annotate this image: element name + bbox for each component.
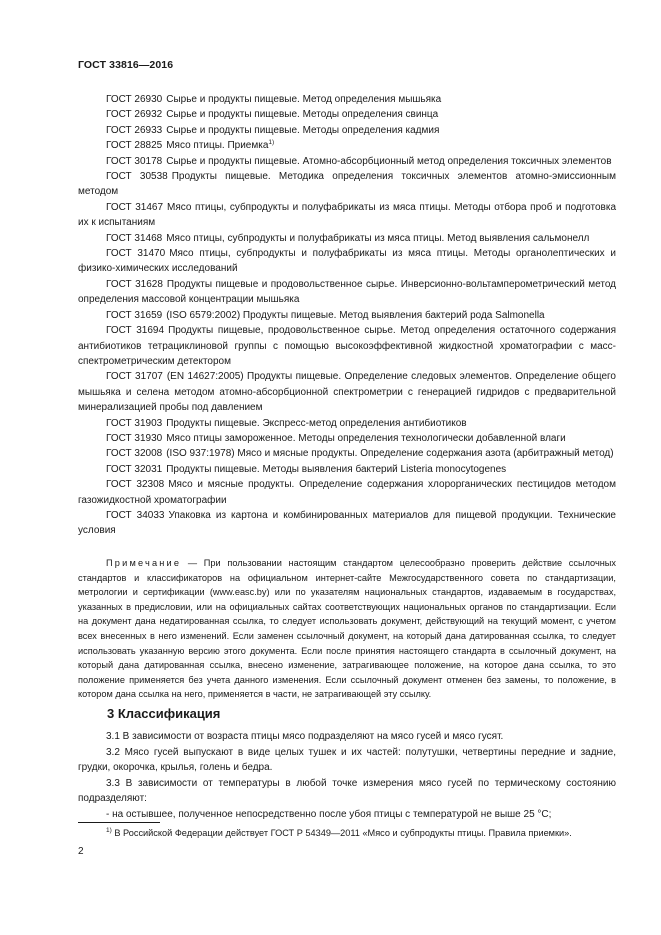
reference-title: Мясо птицы, субпродукты и полуфабрикаты из мяса птицы. Метод выявления сальмонелл — [166, 232, 590, 244]
paragraph: 3.2 Мясо гусей выпускают в виде целых тушек и их частей: полутушки, четвертины передние и задние, грудки, окорочка, крылья, голень и бедра. — [78, 746, 616, 774]
reference-code: ГОСТ 31903 — [106, 417, 163, 429]
reference-item — [78, 308, 616, 323]
reference-code: ГОСТ 31470 — [106, 248, 166, 260]
reference-item — [78, 246, 616, 277]
reference-item — [78, 462, 616, 477]
reference-code: ГОСТ 31707 — [106, 371, 163, 383]
footnote-marker: 1) — [268, 139, 275, 147]
reference-item — [78, 277, 616, 308]
reference-item — [78, 416, 616, 431]
reference-title: Мясо и мясные продукты. Определение содержания хлорорганических пестицидов методом газожидкостной хроматографии — [78, 479, 616, 506]
reference-title: Продукты пищевые. Методика определения токсичных элементов атомно-эмиссионным методом — [78, 171, 616, 198]
reference-item — [78, 323, 616, 369]
reference-code: ГОСТ 32308 — [106, 479, 165, 491]
reference-code: ГОСТ 26933 — [106, 124, 163, 136]
reference-code: ГОСТ 26930 — [106, 94, 163, 105]
reference-title: (ISO 6579:2002) Продукты пищевые. Метод выявления бактерий рода Salmonella — [166, 309, 545, 321]
reference-title: (EN 14627:2005) Продукты пищевые. Определение следовых элементов. Определение общего мышьяка и селена методом атомно-абсорбционной спектрометрии с генерацией гидридов с предварительной минерализацией пробы под давлением — [78, 371, 616, 414]
footnote — [78, 828, 616, 838]
note-label: Примечание — [106, 558, 182, 568]
reference-item — [78, 200, 616, 231]
reference-title: Сырье и продукты пищевые. Методы определения свинца — [166, 109, 439, 121]
note-text: — При пользовании настоящим стандартом целесообразно проверить действие ссылочных стандартов и классификаторов на официальном интернет-сайте Межгосударственного совета по стандартизации, метрологии и сертификации (www.easc.by) или по указателям национальных стандартов, издаваемым в государствах, указанных в предисловии, или на официальных сайтах соответствующих национальных органов по стандартизации. Если на документ дана недатированная ссылка, то следует использовать документ, действующий на текущий момент, с учетом всех внесенных в него изменений. Если заменен ссылочный документ, на который дана датированная ссылка, то следует использовать указанную версию этого документа. Если после принятия настоящего стандарта в ссылочный документ, на который дана датированная ссылка, внесено изменение, затрагивающее положение, на которое дана ссылка, то это положение применяется без учета данного изменения. Если ссылочный документ отменен без замены, то положение, в котором дана ссылка на него, применяется в части, не затрагивающей эту ссылку. — [78, 558, 616, 700]
reference-item — [78, 92, 616, 107]
reference-title: Мясо птицы, субпродукты и полуфабрикаты из мяса птицы. Методы отбора проб и подготовка их к испытаниям — [78, 201, 617, 229]
reference-title: Продукты пищевые и продовольственное сырье. Инверсионно-вольтамперометрический метод определения массовой концентрации мышьяка — [78, 278, 616, 306]
reference-code: ГОСТ 30178 — [106, 155, 163, 167]
reference-item — [78, 169, 616, 200]
section-body — [78, 729, 616, 823]
reference-code: ГОСТ 31694 — [106, 325, 165, 337]
reference-item — [78, 138, 616, 153]
reference-title: Продукты пищевые. Методы выявления бактерий Listeria monocytogenes — [166, 463, 507, 475]
section-heading: 3 Классификация — [107, 706, 221, 721]
reference-code: ГОСТ 31468 — [106, 232, 163, 244]
reference-code: ГОСТ 32008 — [106, 448, 163, 460]
reference-code: ГОСТ 28825 — [106, 140, 163, 152]
footnote-mark: 1) — [106, 827, 112, 834]
reference-title: (ISO 937:1978) Мясо и мясные продукты. Определение содержания азота (арбитражный метод) — [166, 448, 614, 460]
reference-title: Мясо птицы, субпродукты и полуфабрикаты из мяса птицы. Методы органолептических и физико-химических исследований — [78, 248, 617, 275]
reference-code: ГОСТ 26932 — [106, 109, 163, 121]
reference-code: ГОСТ 31930 — [106, 432, 163, 444]
reference-code: ГОСТ 30538 — [106, 171, 168, 183]
reference-item — [78, 431, 616, 446]
reference-code: ГОСТ 32031 — [106, 463, 163, 475]
list-item: - на остывшее, полученное непосредственно после убоя птицы с температурой не выше 25 °С; — [106, 808, 552, 820]
reference-code: ГОСТ 31628 — [106, 278, 163, 290]
reference-item — [78, 477, 616, 508]
reference-title: Продукты пищевые, продовольственное сырье. Метод определения остаточного содержания антибиотиков тетрациклиновой группы с помощью высокоэффективной жидкостной хроматографии с масс-спектрометрическим детектором — [78, 325, 617, 367]
reference-title: Сырье и продукты пищевые. Методы определения кадмия — [166, 124, 440, 136]
reference-item — [78, 508, 616, 539]
reference-item — [78, 369, 616, 415]
reference-item — [78, 231, 616, 246]
reference-code: ГОСТ 31467 — [106, 201, 164, 213]
footnote-text: В Российской Федерации действует ГОСТ Р 54349—2011 «Мясо и субпродукты птицы. Правила приемки». — [114, 828, 572, 838]
note-paragraph — [78, 556, 616, 702]
reference-title: Мясо птицы замороженное. Методы определения технологически добавленной влаги — [166, 432, 566, 444]
reference-item — [78, 123, 616, 138]
document-header: ГОСТ 33816—2016 — [78, 59, 174, 71]
reference-code: ГОСТ 34033 — [106, 509, 165, 521]
reference-title: Упаковка из картона и комбинированных материалов для пищевой продукции. Технические условия — [78, 509, 616, 537]
paragraph: 3.3 В зависимости от температуры в любой точке измерения мясо гусей по термическому состоянию подразделяют: — [78, 777, 616, 805]
reference-title: Мясо птицы. Приемка — [166, 140, 269, 152]
reference-item — [78, 154, 616, 169]
paragraph: 3.1 В зависимости от возраста птицы мясо подразделяют на мясо гусей и мясо гусят. — [106, 731, 504, 742]
reference-title: Сырье и продукты пищевые. Метод определения мышьяка — [166, 94, 442, 105]
reference-item — [78, 446, 616, 461]
page-number: 2 — [78, 846, 84, 857]
normative-references-list — [78, 92, 616, 539]
footnote-separator — [78, 822, 160, 823]
reference-item — [78, 107, 616, 122]
reference-title: Сырье и продукты пищевые. Атомно-абсорбционный метод определения токсичных элементов — [166, 155, 612, 167]
reference-title: Продукты пищевые. Экспресс-метод определения антибиотиков — [166, 417, 467, 429]
reference-code: ГОСТ 31659 — [106, 309, 163, 321]
